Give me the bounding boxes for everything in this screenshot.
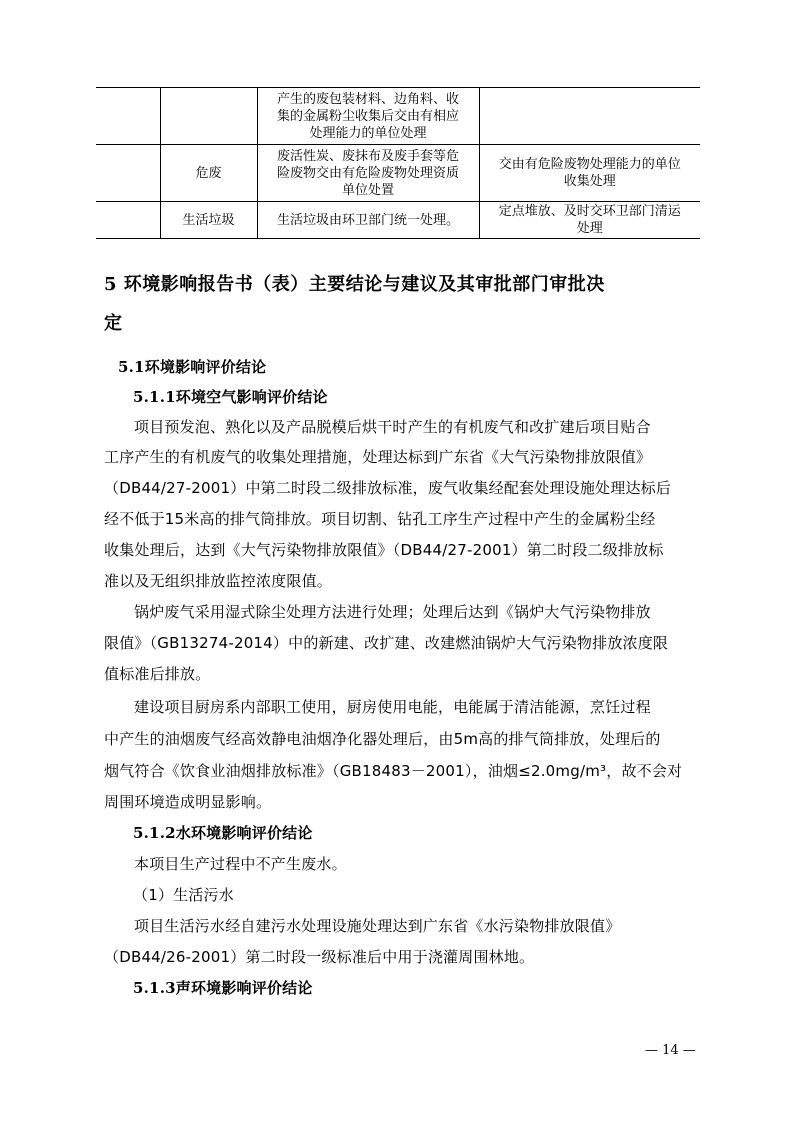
paragraph-line: 经不低于15米高的排气筒排放。项目切割、钻孔工序生产过程中产生的金属粉尘经 — [104, 510, 656, 528]
subheading-5-1-1: 5.1.1环境空气影响评价结论 — [133, 388, 328, 406]
cell-line: 产生的废包装材料、边角料、收 — [276, 91, 459, 107]
subheading-5-1-2: 5.1.2水环境影响评价结论 — [133, 824, 313, 842]
table-cell-method — [257, 202, 479, 239]
paragraph-line: 准以及无组织排放监控浓度限值。 — [104, 572, 333, 590]
table-cell-category — [160, 88, 257, 145]
cell-line: 单位处置 — [341, 182, 394, 198]
subheading-5-1-3: 5.1.3声环境影响评价结论 — [133, 979, 313, 997]
cell-line: 处理能力的单位处理 — [309, 125, 427, 141]
table-cell-method — [257, 88, 479, 145]
table-cell-category: 生活垃圾 — [160, 202, 257, 239]
list-heading: （1）生活污水 — [133, 886, 234, 904]
section-title-line: 5 环境影响报告书（表）主要结论与建议及其审批部门审批决 — [104, 274, 605, 295]
page-number: — 14 — — [645, 1043, 696, 1058]
paragraph-line: （DB44/27-2001）中第二时段二级排放标准，废气收集经配套处理设施处理达标后 — [104, 479, 672, 497]
paragraph-line: 建设项目厨房系内部职工使用，厨房使用电能，电能属于清洁能源，烹饪过程 — [134, 698, 651, 716]
cell-line: 处理 — [576, 221, 603, 236]
paragraph-line: 项目生活污水经自建污水处理设施处理达到广东省《水污染物排放限值》 — [134, 917, 621, 935]
table-cell-category: 危废 — [160, 145, 257, 202]
table-cell-blank — [96, 145, 160, 202]
cell-line: 集的金属粉尘收集后交由有相应 — [276, 108, 459, 124]
cell-line: 交由有危险废物处理能力的单位 — [498, 157, 681, 172]
paragraph-line: 限值》（GB13274-2014）中的新建、改扩建、改建燃油锅炉大气污染物排放浓度限 — [104, 634, 669, 652]
section-title-line: 定 — [104, 313, 123, 334]
cell-line: 险废物交由有危险废物处理资质 — [276, 165, 459, 181]
section-title — [104, 265, 704, 343]
table-cell-blank — [96, 88, 160, 145]
paragraph-line: 锅炉废气采用湿式除尘处理方法进行处理；处理后达到《锅炉大气污染物排放 — [134, 603, 651, 621]
cell-line: 定点堆放、及时交环卫部门清运 — [498, 204, 681, 219]
paragraph-line: 项目预发泡、熟化以及产品脱模后烘干时产生的有机废气和改扩建后项目贴合 — [134, 418, 651, 436]
table-row — [96, 202, 700, 239]
cell-line: 收集处理 — [563, 174, 616, 189]
waste-disposal-table — [96, 87, 700, 239]
table-cell-note — [479, 145, 700, 202]
paragraph-line: 收集处理后，达到《大气污染物排放限值》（DB44/27-2001）第二时段二级排放标 — [104, 541, 664, 559]
subheading-5-1: 5.1环境影响评价结论 — [118, 358, 267, 376]
table-cell-note — [479, 202, 700, 239]
paragraph-line: 烟气符合《饮食业油烟排放标准》（GB18483－2001），油烟≤2.0mg/m³，故不会对 — [104, 762, 683, 780]
table-row — [96, 88, 700, 145]
paragraph-line: 本项目生产过程中不产生废水。 — [134, 855, 347, 873]
table-cell-method — [257, 145, 479, 202]
paragraph-line: （DB44/26-2001）第二时段一级标准后中用于浇灌周围林地。 — [104, 948, 535, 966]
paragraph-line: 周围环境造成明显影响。 — [104, 793, 272, 811]
paragraph-line: 中产生的油烟废气经高效静电油烟净化器处理后，由5m高的排气筒排放，处理后的 — [104, 730, 661, 748]
paragraph-line: 值标准后排放。 — [104, 665, 211, 683]
cell-line: 废活性炭、废抹布及废手套等危 — [276, 148, 459, 164]
paragraph-line: 工序产生的有机废气的收集处理措施，处理达标到广东省《大气污染物排放限值》 — [104, 448, 652, 466]
table-row — [96, 145, 700, 202]
cell-line: 生活垃圾由环卫部门统一处理。 — [276, 212, 459, 228]
table-cell-blank — [96, 202, 160, 239]
table-cell-note — [479, 88, 700, 145]
